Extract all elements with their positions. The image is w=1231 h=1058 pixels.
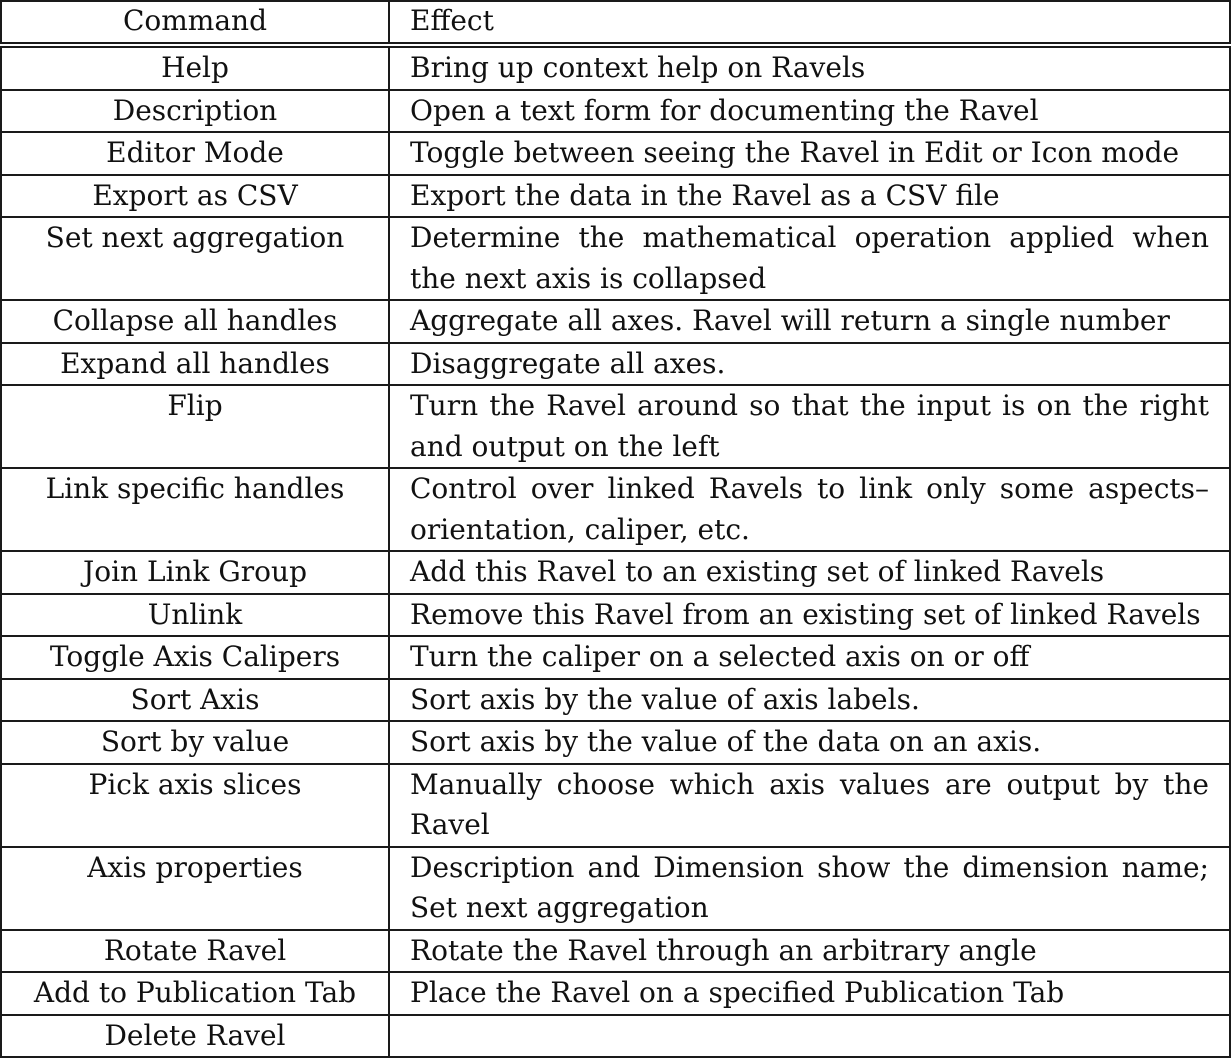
command-cell: Add to Publication Tab (1, 972, 389, 1015)
commands-table-body (1, 1, 1230, 1057)
command-cell: Link specific handles (1, 468, 389, 551)
effect-cell: Description and Dimension show the dimension name; Set next aggregation (389, 847, 1230, 930)
table-row (1, 132, 1230, 175)
table-row (1, 972, 1230, 1015)
command-cell: Export as CSV (1, 175, 389, 218)
table-row (1, 90, 1230, 133)
command-cell: Toggle Axis Calipers (1, 636, 389, 679)
command-cell: Axis properties (1, 847, 389, 930)
command-cell: Rotate Ravel (1, 930, 389, 973)
effect-cell: Turn the caliper on a selected axis on or off (389, 636, 1230, 679)
effect-cell: Control over linked Ravels to link only some aspects– orientation, caliper, etc. (389, 468, 1230, 551)
command-cell: Collapse all handles (1, 300, 389, 343)
effect-cell: Turn the Ravel around so that the input is on the right and output on the left (389, 385, 1230, 468)
effect-cell: Rotate the Ravel through an arbitrary angle (389, 930, 1230, 973)
table-header-row (1, 1, 1230, 43)
command-cell: Unlink (1, 594, 389, 637)
header-command: Command (1, 1, 389, 43)
command-cell: Delete Ravel (1, 1015, 389, 1058)
effect-cell: Add this Ravel to an existing set of linked Ravels (389, 551, 1230, 594)
table-row (1, 847, 1230, 930)
table-row (1, 343, 1230, 386)
table-row (1, 764, 1230, 847)
command-cell: Sort by value (1, 721, 389, 764)
table-row (1, 594, 1230, 637)
table-row (1, 385, 1230, 468)
effect-cell: Toggle between seeing the Ravel in Edit or Icon mode (389, 132, 1230, 175)
table-row (1, 217, 1230, 300)
table-row (1, 636, 1230, 679)
command-cell: Expand all handles (1, 343, 389, 386)
table-row (1, 551, 1230, 594)
effect-cell (389, 1015, 1230, 1058)
command-cell: Set next aggregation (1, 217, 389, 300)
table-row (1, 300, 1230, 343)
table-row (1, 468, 1230, 551)
table-row (1, 1015, 1230, 1058)
effect-cell: Open a text form for documenting the Ravel (389, 90, 1230, 133)
table-row (1, 930, 1230, 973)
command-cell: Description (1, 90, 389, 133)
effect-cell: Manually choose which axis values are output by the Ravel (389, 764, 1230, 847)
effect-cell: Disaggregate all axes. (389, 343, 1230, 386)
effect-cell: Aggregate all axes. Ravel will return a single number (389, 300, 1230, 343)
command-cell: Sort Axis (1, 679, 389, 722)
table-row (1, 175, 1230, 218)
effect-cell: Place the Ravel on a specified Publication Tab (389, 972, 1230, 1015)
effect-cell: Determine the mathematical operation applied when the next axis is collapsed (389, 217, 1230, 300)
table-row (1, 721, 1230, 764)
table-row (1, 679, 1230, 722)
table-row (1, 47, 1230, 90)
command-cell: Help (1, 47, 389, 90)
command-cell: Editor Mode (1, 132, 389, 175)
effect-cell: Remove this Ravel from an existing set of linked Ravels (389, 594, 1230, 637)
effect-cell: Sort axis by the value of the data on an axis. (389, 721, 1230, 764)
command-cell: Flip (1, 385, 389, 468)
header-effect: Effect (389, 1, 1230, 43)
effect-cell: Sort axis by the value of axis labels. (389, 679, 1230, 722)
effect-cell: Export the data in the Ravel as a CSV file (389, 175, 1230, 218)
command-cell: Pick axis slices (1, 764, 389, 847)
effect-cell: Bring up context help on Ravels (389, 47, 1230, 90)
command-cell: Join Link Group (1, 551, 389, 594)
